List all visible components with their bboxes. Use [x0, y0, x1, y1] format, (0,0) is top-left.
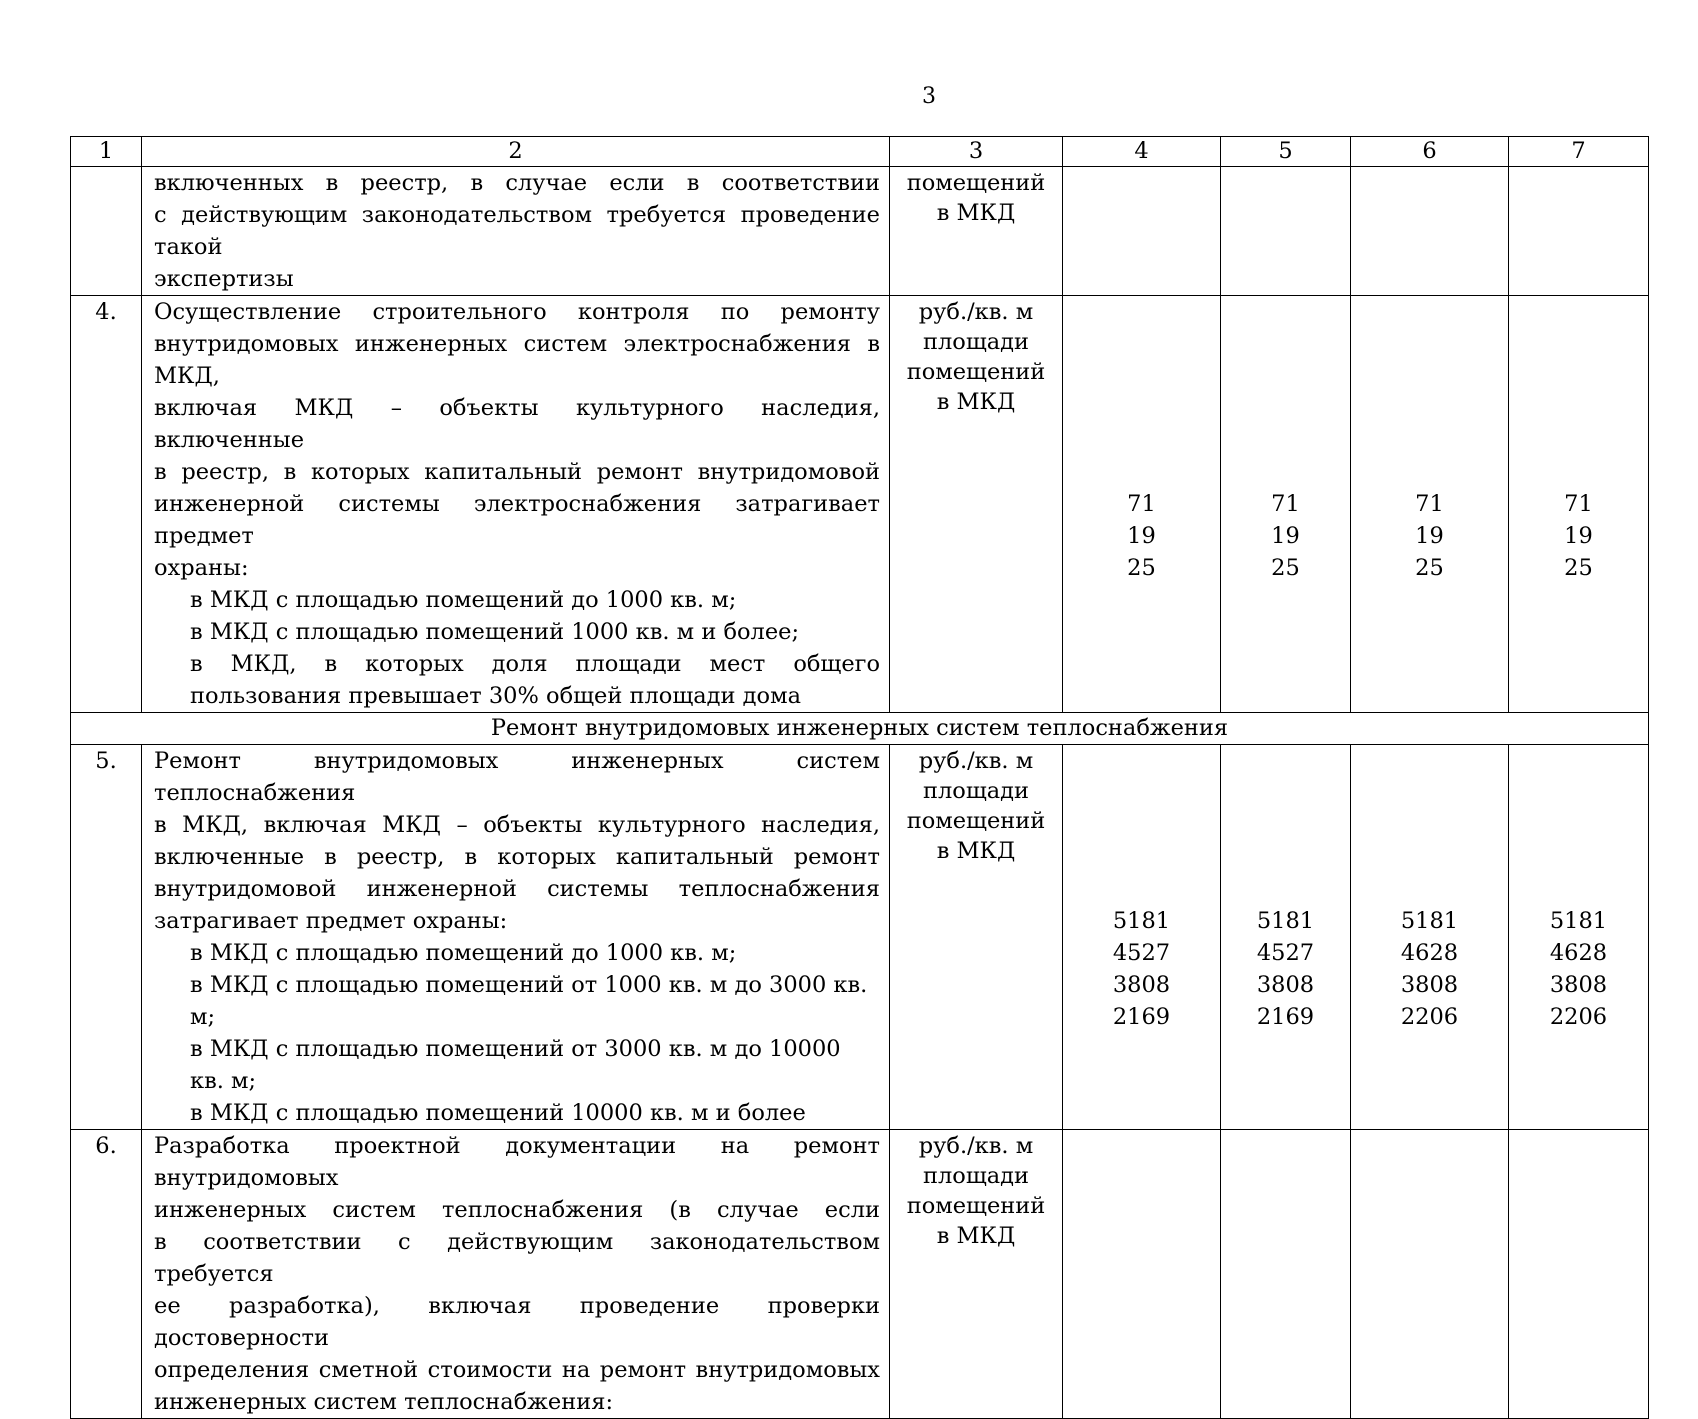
table-row [71, 745, 1649, 1130]
unit-line: площади [922, 1163, 1030, 1189]
table-row [71, 167, 1649, 296]
description-line: Ремонт внутридомовых инженерных систем теплоснабжения [154, 748, 880, 806]
value: 3808 [1549, 972, 1608, 998]
value-cell [1509, 167, 1649, 296]
value: 19 [1271, 523, 1300, 549]
section-title: Ремонт внутридомовых инженерных систем теплоснабжения [71, 713, 1649, 745]
value-cell [1351, 167, 1509, 296]
page-number: 3 [922, 84, 936, 109]
row-description [142, 1130, 890, 1419]
value: 2169 [1112, 1004, 1171, 1030]
value-cell [1509, 296, 1649, 713]
row-description [142, 167, 890, 296]
value-cell [1351, 745, 1509, 1130]
unit-line: помещений [906, 359, 1046, 385]
value: 19 [1564, 523, 1593, 549]
value: 4527 [1256, 940, 1315, 966]
value: 19 [1415, 523, 1444, 549]
value-cell [1221, 745, 1351, 1130]
row-unit [890, 167, 1063, 296]
description-line: в реестр, в которых капитальный ремонт внутридомовой [154, 459, 880, 485]
row-number [71, 167, 142, 296]
column-header: 4 [1063, 137, 1221, 167]
unit-line: помещений [906, 170, 1046, 196]
value: 25 [1415, 555, 1444, 581]
row-unit [890, 1130, 1063, 1419]
value-cell [1351, 296, 1509, 713]
list-item: в МКД с площадью помещений 10000 кв. м и более [190, 1100, 806, 1126]
list-item: в МКД, в которых доля площади мест общего пользования превышает 30% общей площади дома [190, 651, 880, 709]
value-cell [1063, 745, 1221, 1130]
description-line: затрагивает предмет охраны: [154, 908, 508, 934]
description-line: Разработка проектной документации на ремонт внутридомовых [154, 1133, 880, 1191]
table-header-row [71, 137, 1649, 167]
description-line: экспертизы [154, 266, 294, 292]
list-item: в МКД с площадью помещений 1000 кв. м и более; [190, 619, 800, 645]
description-line: в соответствии с действующим законодательством требуется [154, 1229, 880, 1287]
column-header: 6 [1351, 137, 1509, 167]
description-line: охраны: [154, 555, 249, 581]
value: 25 [1564, 555, 1593, 581]
value: 2169 [1256, 1004, 1315, 1030]
value: 5181 [1400, 908, 1459, 934]
description-line: инженерных систем теплоснабжения: [154, 1389, 614, 1415]
value: 25 [1271, 555, 1300, 581]
row-description [142, 296, 890, 713]
list-item: в МКД с площадью помещений до 1000 кв. м; [190, 587, 737, 613]
table-row [71, 1130, 1649, 1419]
column-header: 5 [1221, 137, 1351, 167]
description-line: включенных в реестр, в случае если в соответствии [154, 170, 880, 196]
value: 3808 [1256, 972, 1315, 998]
unit-line: в МКД [936, 200, 1016, 226]
description-line: определения сметной стоимости на ремонт внутридомовых [154, 1357, 880, 1383]
unit-line: в МКД [936, 389, 1016, 415]
unit-line: помещений [906, 808, 1046, 834]
description-line: включенные в реестр, в которых капитальный ремонт [154, 844, 880, 870]
table-row [71, 296, 1649, 713]
description-line: инженерной системы электроснабжения затрагивает предмет [154, 491, 880, 549]
unit-line: площади [922, 329, 1030, 355]
value: 4628 [1400, 940, 1459, 966]
value: 71 [1564, 491, 1593, 517]
value-cell [1063, 1130, 1221, 1419]
value-cell [1509, 1130, 1649, 1419]
row-number: 4. [71, 296, 142, 713]
column-header: 2 [142, 137, 890, 167]
value: 3808 [1112, 972, 1171, 998]
value: 5181 [1549, 908, 1608, 934]
description-line: Осуществление строительного контроля по ремонту [154, 299, 880, 325]
column-header: 7 [1509, 137, 1649, 167]
column-header: 3 [890, 137, 1063, 167]
value-cell [1221, 296, 1351, 713]
section-header-row [71, 713, 1649, 745]
value-cell [1063, 296, 1221, 713]
unit-line: помещений [906, 1193, 1046, 1219]
unit-line: руб./кв. м [918, 299, 1034, 325]
value: 71 [1271, 491, 1300, 517]
value-cell [1221, 167, 1351, 296]
unit-line: в МКД [936, 1223, 1016, 1249]
value: 3808 [1400, 972, 1459, 998]
value: 4628 [1549, 940, 1608, 966]
value: 19 [1127, 523, 1156, 549]
description-line: инженерных систем теплоснабжения (в случае если [154, 1197, 880, 1223]
value: 5181 [1112, 908, 1171, 934]
value: 25 [1127, 555, 1156, 581]
value-cell [1221, 1130, 1351, 1419]
description-line: с действующим законодательством требуется проведение такой [154, 202, 880, 260]
value: 71 [1127, 491, 1156, 517]
description-line: включая МКД – объекты культурного наследия, включенные [154, 395, 880, 453]
tariff-table [70, 136, 1649, 1419]
value: 2206 [1400, 1004, 1459, 1030]
description-line: в МКД, включая МКД – объекты культурного наследия, [154, 812, 880, 838]
unit-line: в МКД [936, 838, 1016, 864]
description-line: внутридомовой инженерной системы теплоснабжения [154, 876, 880, 902]
list-item: в МКД с площадью помещений до 1000 кв. м; [190, 940, 737, 966]
description-line: ее разработка), включая проведение проверки достоверности [154, 1293, 880, 1351]
value: 2206 [1549, 1004, 1608, 1030]
row-description [142, 745, 890, 1130]
unit-line: площади [922, 778, 1030, 804]
row-number: 6. [71, 1130, 142, 1419]
value-cell [1063, 167, 1221, 296]
unit-line: руб./кв. м [918, 748, 1034, 774]
list-item: в МКД с площадью помещений от 3000 кв. м до 10000 кв. м; [190, 1036, 841, 1094]
row-number: 5. [71, 745, 142, 1130]
value-cell [1509, 745, 1649, 1130]
value: 5181 [1256, 908, 1315, 934]
list-item: в МКД с площадью помещений от 1000 кв. м до 3000 кв. м; [190, 972, 868, 1030]
value: 71 [1415, 491, 1444, 517]
row-unit [890, 745, 1063, 1130]
value-cell [1351, 1130, 1509, 1419]
row-unit [890, 296, 1063, 713]
description-line: внутридомовых инженерных систем электроснабжения в МКД, [154, 331, 880, 389]
column-header: 1 [71, 137, 142, 167]
unit-line: руб./кв. м [918, 1133, 1034, 1159]
value: 4527 [1112, 940, 1171, 966]
